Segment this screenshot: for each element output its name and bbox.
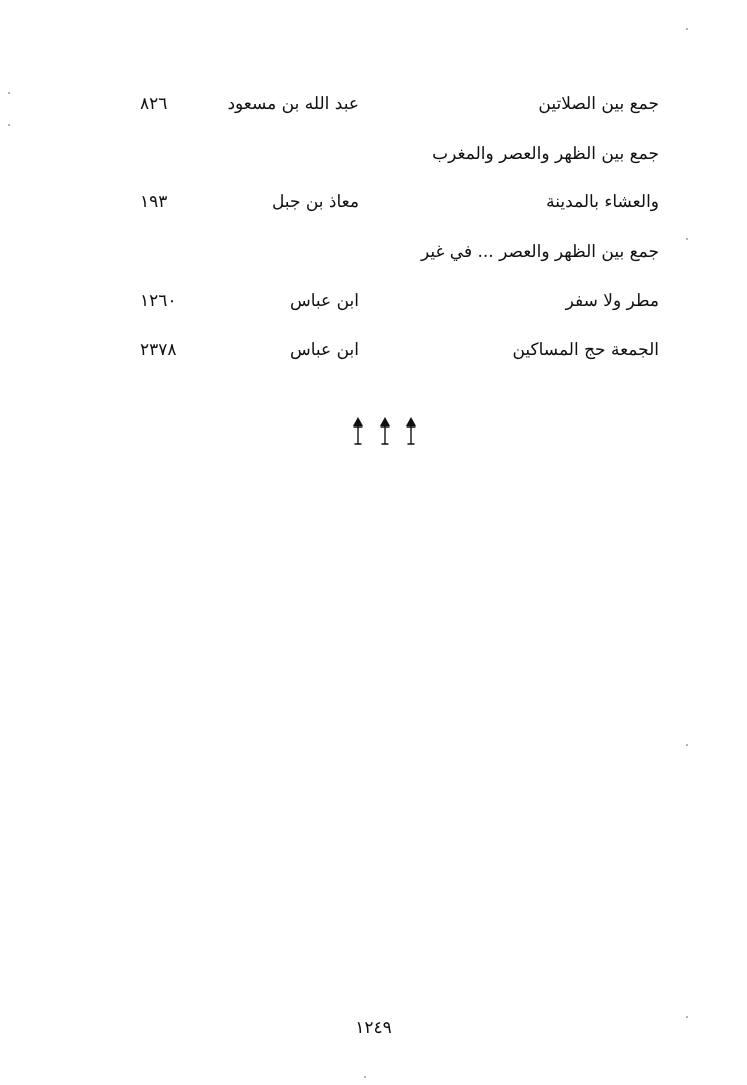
hadith-number: ١٢٦٠ [140,291,177,311]
hadith-narrator: معاذ بن جبل [271,192,359,212]
scan-speck [686,1016,688,1018]
page-number: ١٢٤٩ [355,1018,392,1038]
hadith-number: ٢٣٧٨ [140,340,177,360]
hadith-topic: الجمعة حج المساكين [512,340,659,360]
triple-arrow-ornament-icon [348,416,428,448]
scan-speck [686,238,688,240]
hadith-narrator: ابن عباس [289,340,359,360]
hadith-number: ١٩٣ [140,192,168,212]
hadith-topic: جمع بين الظهر والعصر ... في غير [420,242,659,262]
index-row [0,240,747,280]
index-row [0,92,747,132]
hadith-topic: والعشاء بالمدينة [546,192,659,212]
scan-speck [8,92,10,94]
index-row [0,142,747,182]
index-row [0,190,747,230]
index-row [0,338,747,378]
scan-speck [364,1076,366,1078]
scan-speck [686,28,688,30]
scan-speck [686,744,688,746]
hadith-number: ٨٢٦ [140,94,168,114]
index-row [0,289,747,329]
scan-speck [8,124,10,126]
hadith-topic: جمع بين الصلاتين [538,94,659,114]
hadith-narrator: ابن عباس [289,291,359,311]
hadith-narrator: عبد الله بن مسعود [227,94,359,114]
hadith-topic: جمع بين الظهر والعصر والمغرب [432,144,659,164]
hadith-topic: مطر ولا سفر [565,291,659,311]
